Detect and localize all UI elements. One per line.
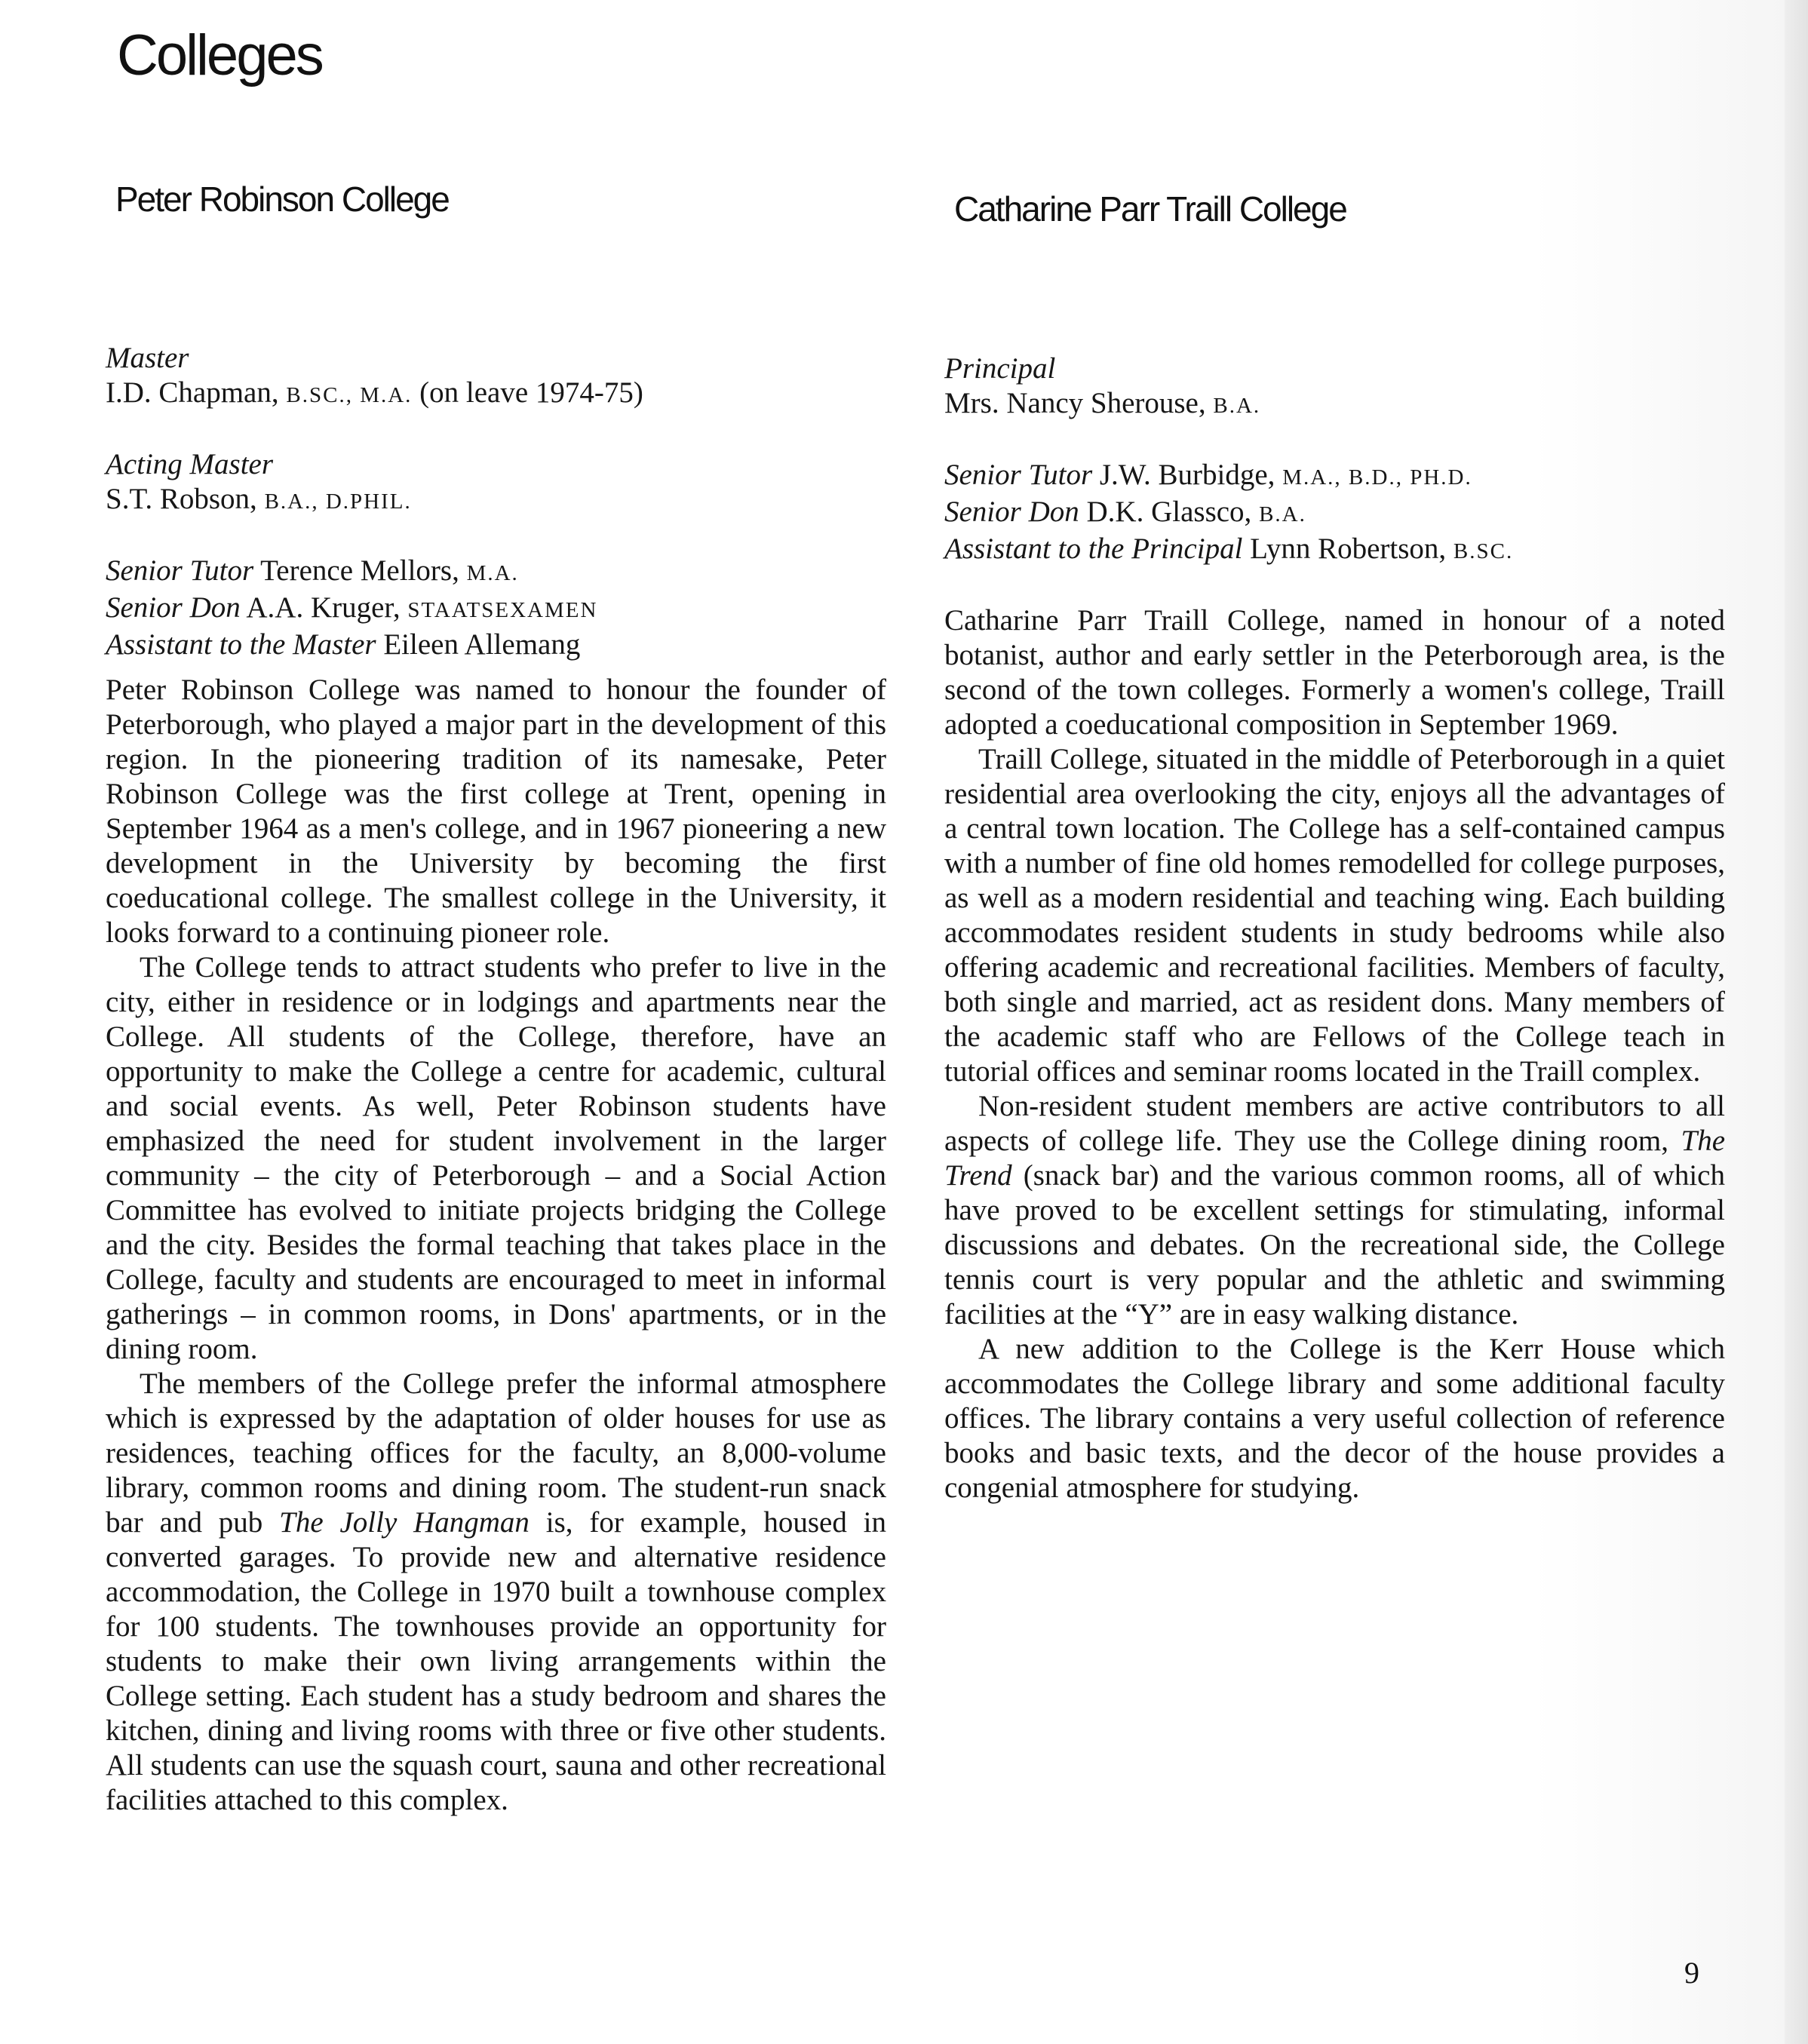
staff-entry-assistant xyxy=(106,628,886,662)
column-catharine-parr-traill xyxy=(944,351,1725,1505)
column-peter-robinson xyxy=(106,341,886,1818)
staff-degrees: STAATSEXAMEN xyxy=(407,598,598,622)
paragraph: Peter Robinson College was named to honour the founder of Peterborough, who played a major part in the development of this region. In the pioneering tradition of its namesake, Peter Robinson College was the first college at Trent, opening in September 1964 as a men's college, and in 1967 pioneering a new development in the University by becoming the first coeducational college. The smallest college in the University, it looks forward to a continuing pioneer role. xyxy=(106,674,886,949)
staff-role: Senior Don xyxy=(944,496,1079,528)
college-heading-peter-robinson: Peter Robinson College xyxy=(115,180,449,219)
staff-role: Senior Tutor xyxy=(944,459,1093,491)
staff-degrees: M.A. xyxy=(466,561,519,585)
staff-officers-list xyxy=(106,554,886,662)
staff-name: S.T. Robson, xyxy=(106,483,257,515)
staff-entry-senior-tutor xyxy=(944,458,1725,495)
staff-name: I.D. Chapman, xyxy=(106,376,279,409)
college-heading-catharine-parr-traill: Catharine Parr Traill College xyxy=(954,189,1346,229)
staff-name: A.A. Kruger, xyxy=(246,591,401,624)
page-number: 9 xyxy=(1684,1956,1699,1990)
staff-name-line xyxy=(106,482,886,519)
staff-name: Eileen Allemang xyxy=(383,628,581,661)
staff-degrees: B.SC., M.A. xyxy=(286,383,413,407)
staff-role: Senior Tutor xyxy=(106,554,254,587)
college-description xyxy=(106,673,886,1818)
staff-entry-principal xyxy=(944,351,1725,423)
staff-entry-senior-tutor xyxy=(106,554,886,591)
staff-name-line xyxy=(944,386,1725,423)
staff-role: Principal xyxy=(944,352,1056,385)
staff-name-line xyxy=(106,376,886,413)
staff-role: Acting Master xyxy=(106,448,274,480)
staff-degrees: M.A., B.D., PH.D. xyxy=(1282,465,1472,490)
staff-name: Mrs. Nancy Sherouse, xyxy=(944,387,1206,419)
staff-entry-senior-don xyxy=(106,591,886,628)
paragraph: The members of the College prefer the informal atmosphere which is expressed by the adaptation of older houses for use as residences, teaching offices for the faculty, an 8,000-volume library, common rooms and dining room. The student-run snack bar and pub The Jolly Hangman is, for example, housed in converted garages. To provide new and alternative residence accommodation, the College in 1970 built a townhouse complex for 100 students. The townhouses provide an opportunity for students to make their own living arrangements within the College setting. Each student has a study bedroom and shares the kitchen, dining and living rooms with three or five other students. All students can use the squash court, sauna and other recreational facilities attached to this complex. xyxy=(106,1367,887,1816)
staff-role: Master xyxy=(106,342,189,374)
staff-role: Assistant to the Principal xyxy=(944,532,1243,565)
pub-name: The Jolly Hangman xyxy=(279,1506,530,1539)
college-description xyxy=(944,603,1725,1505)
staff-entry-acting-master xyxy=(106,447,886,519)
page-edge xyxy=(1785,0,1808,2044)
paragraph: Catharine Parr Traill College, named in honour of a noted botanist, author and early settler in the Peterborough area, is the second of the town colleges. Formerly a women's college, Traill adopted a coeducational composition in September 1969. xyxy=(944,604,1725,741)
staff-role: Senior Don xyxy=(106,591,241,624)
snack-bar-name: The Trend xyxy=(944,1125,1725,1192)
staff-entry-master xyxy=(106,341,886,413)
paragraph: Traill College, situated in the middle of Peterborough in a quiet residential area overlooking the city, enjoys all the advantages of a central town location. The College has a self-contained campus with a number of fine old homes remodelled for college purposes, as well as a modern residential and teaching wing. Each building accommodates resident students in study bedrooms while also offering academic and recreational facilities. Members of faculty, both single and married, act as resident dons. Many members of the academic staff who are Fellows of the College teach in tutorial offices and seminar rooms located in the Traill complex. xyxy=(944,743,1725,1088)
staff-degrees: B.SC. xyxy=(1453,539,1514,563)
staff-name: Terence Mellors, xyxy=(260,554,459,587)
paragraph: The College tends to attract students who prefer to live in the city, either in residence or in lodgings and apartments near the College. All students of the College, therefore, have an opportunity to make the College a centre for academic, cultural and social events. As well, Peter Robinson students have emphasized the need for student involvement in the larger community – the city of Peterborough – and a Social Action Committee has evolved to initiate projects bridging the College and the city. Besides the formal teaching that takes place in the College, faculty and students are encouraged to meet in informal gatherings – in common rooms, in Dons' apartments, or in the dining room. xyxy=(106,951,886,1365)
staff-entry-senior-don xyxy=(944,495,1725,532)
staff-degrees: B.A., D.PHIL. xyxy=(264,490,412,514)
staff-note: (on leave 1974-75) xyxy=(419,376,643,409)
staff-officers-list xyxy=(944,458,1725,569)
staff-name: Lynn Robertson, xyxy=(1250,532,1447,565)
paragraph: Non-resident student members are active contributors to all aspects of college life. They use the College dining room, The Trend (snack bar) and the various common rooms, all of which have proved to be excellent settings for stimulating, informal discussions and debates. On the recreational side, the College tennis court is very popular and the athletic and swimming facilities at the “Y” are in easy walking distance. xyxy=(944,1090,1725,1330)
staff-degrees: B.A. xyxy=(1213,394,1261,418)
staff-name: D.K. Glassco, xyxy=(1086,496,1252,528)
staff-degrees: B.A. xyxy=(1259,502,1306,526)
staff-entry-assistant xyxy=(944,532,1725,569)
page-title: Colleges xyxy=(117,23,322,87)
staff-name: J.W. Burbidge, xyxy=(1099,459,1275,491)
paragraph: A new addition to the College is the Kerr House which accommodates the College library and some additional faculty offices. The library contains a very useful collection of reference books and basic texts, and the decor of the house provides a congenial atmosphere for studying. xyxy=(944,1333,1725,1504)
staff-role: Assistant to the Master xyxy=(106,628,376,661)
